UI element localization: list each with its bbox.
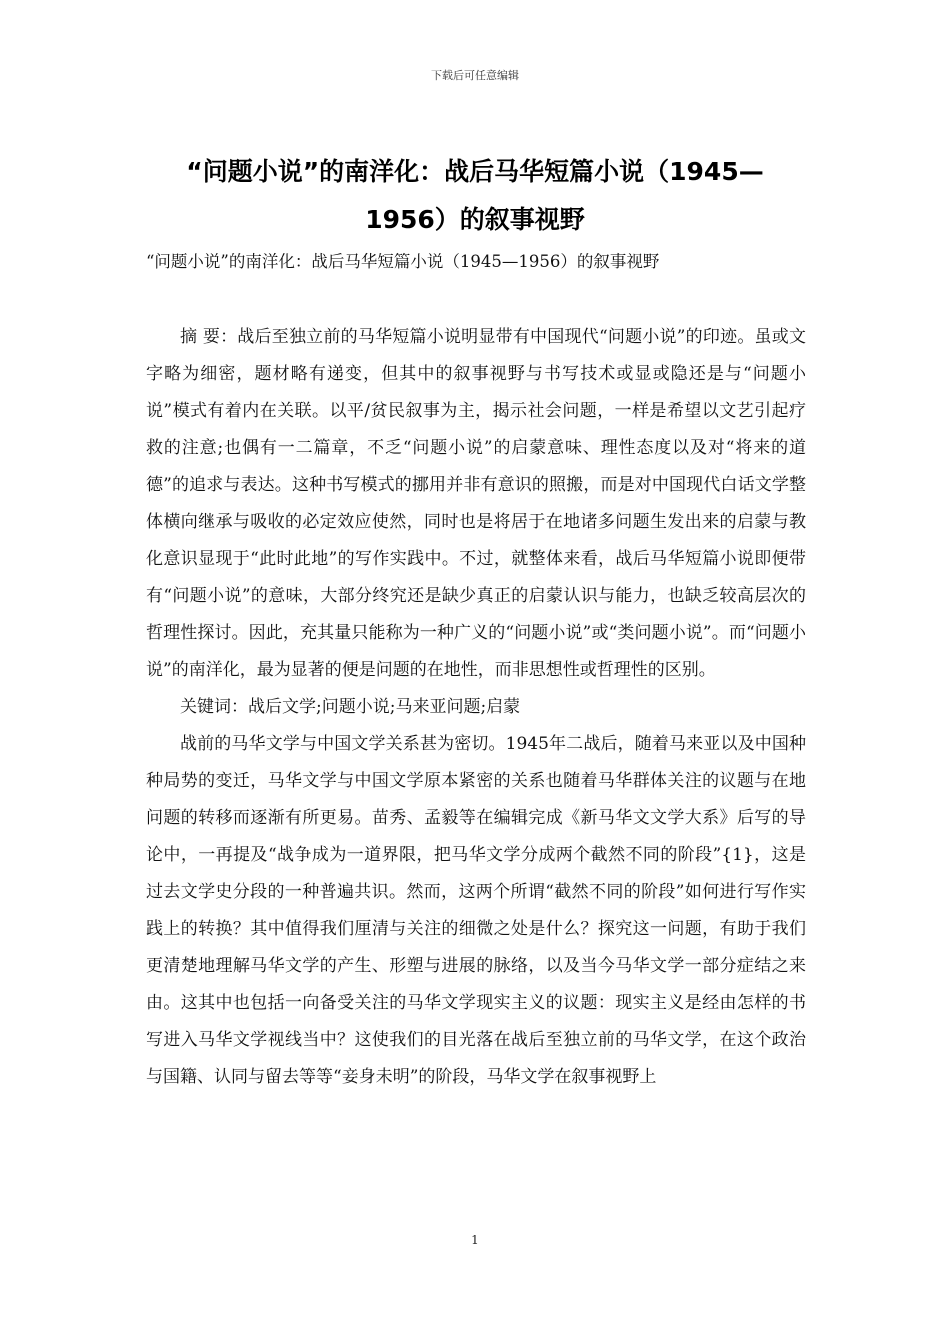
- document-body: [146, 319, 806, 1096]
- header-note: 下载后可任意编辑: [431, 69, 519, 82]
- abstract-paragraph: 摘 要：战后至独立前的马华短篇小说明显带有中国现代“问题小说”的印迹。虽或文字略为细密，题材略有递变，但其中的叙事视野与书写技术或显或隐还是与“问题小说”模式有着内在关联。以平/贫民叙事为主，揭示社会问题，一样是希望以文艺引起疗救的注意;也偶有一二篇章，不乏“问题小说”的启蒙意味、理性态度以及对“将来的道德”的追求与表达。这种书写模式的挪用并非有意识的照搬，而是对中国现代白话文学整体横向继承与吸收的必定效应使然，同时也是将居于在地诸多问题生发出来的启蒙与教化意识显现于“此时此地”的写作实践中。不过，就整体来看，战后马华短篇小说即便带有“问题小说”的意味，大部分终究还是缺少真正的启蒙认识与能力，也缺乏较高层次的哲理性探讨。因此，充其量只能称为一种广义的“问题小说”或“类问题小说”。而“问题小说”的南洋化，最为显著的便是问题的在地性，而非思想性或哲理性的区别。: [146, 327, 806, 680]
- page-number: 1: [471, 1233, 479, 1247]
- title-line-1: “问题小说”的南洋化：战后马华短篇小说（1945—: [186, 157, 764, 186]
- keywords-paragraph: 关键词：战后文学;问题小说;马来亚问题;启蒙: [180, 697, 521, 717]
- document-subtitle: “问题小说”的南洋化：战后马华短篇小说（1945—1956）的叙事视野: [146, 252, 660, 271]
- body-paragraph: 战前的马华文学与中国文学关系甚为密切。1945年二战后，随着马来亚以及中国种种局势的变迁，马华文学与中国文学原本紧密的关系也随着马华群体关注的议题与在地问题的转移而逐渐有所更易。苗秀、孟毅等在编辑完成《新马华文文学大系》后写的导论中，一再提及“战争成为一道界限，把马华文学分成两个截然不同的阶段”{1}，这是过去文学史分段的一种普遍共识。然而，这两个所谓“截然不同的阶段”如何进行写作实践上的转换？其中值得我们厘清与关注的细微之处是什么？探究这一问题，有助于我们更清楚地理解马华文学的产生、形塑与进展的脉络，以及当今马华文学一部分症结之来由。这其中也包括一向备受关注的马华文学现实主义的议题：现实主义是经由怎样的书写进入马华文学视线当中？这使我们的目光落在战后至独立前的马华文学，在这个政治与国籍、认同与留去等等“妾身未明”的阶段，马华文学在叙事视野上: [146, 734, 806, 1087]
- title-line-2: 1956）的叙事视野: [365, 205, 585, 234]
- document-title: [150, 148, 800, 244]
